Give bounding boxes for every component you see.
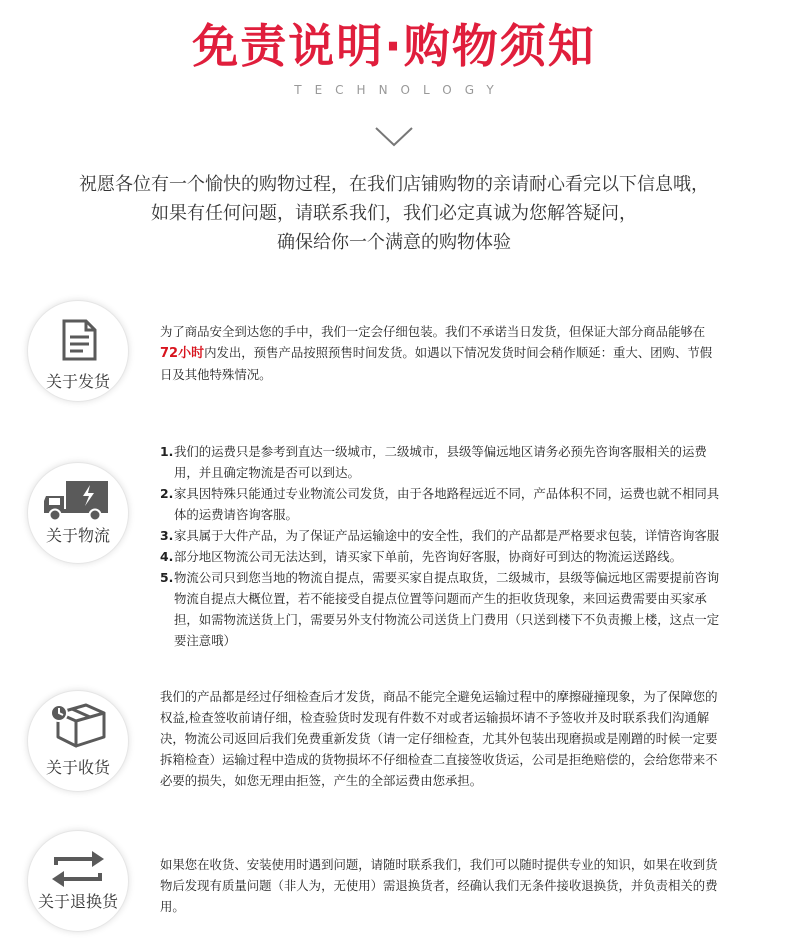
intro-line: 确保给你一个满意的购物体验 — [277, 232, 511, 253]
receiving-text: 我们的产品都是经过仔细检查后才发货，商品不能完全避免运输过程中的摩擦碰撞现象，为了保障您的权益,检查签收前请仔细，检查验货时发现有件数不对或者运输损坏请不予签收并及时联系我们沟通解决，物流公司返回后我们免费重新发货（请一定仔细检查，尤其外包装出现磨损或是刚蹭的时候一定要拆箱检查）运输过程中造成的货物损坏不仔细检查二直接签收货运，公司是拒绝赔偿的，会给您带来不必要的损失，如您无理由拒签，产生的全部运费由您承担。 — [160, 689, 718, 788]
list-text: 部分地区物流公司无法达到，请买家下单前，先咨询好客服，协商好可到达的物流运送路线。 — [174, 549, 683, 564]
page-subtitle: TECHNOLOGY — [294, 83, 507, 97]
logistics-label: 关于物流 — [45, 526, 110, 545]
logistics-icon-badge — [27, 462, 129, 564]
page-title: 免责说明·购物须知 — [192, 19, 596, 73]
list-text: 家具属于大件产品，为了保证产品运输途中的安全性，我们的产品都是严格要求包装，详情咨询客服 — [174, 528, 720, 543]
list-number: 3. — [160, 528, 174, 543]
delivery-truck-icon — [28, 463, 128, 563]
shipping-text-part: 内发出，预售产品按照预售时间发货。如遇以下情况发货时间会稍作顺延：重大、团购、节假日及其他特殊情况。 — [160, 345, 713, 382]
shipping-time-highlight: 72小时 — [160, 346, 205, 361]
shipping-text-part: 为了商品安全到达您的手中，我们一定会仔细包装。我们不承诺当日发货，但保证大部分商品能够在 — [160, 324, 706, 339]
list-item — [160, 546, 720, 567]
list-number: 5. — [160, 570, 174, 585]
shipping-icon-badge — [27, 300, 129, 402]
receiving-label: 关于收货 — [45, 758, 110, 777]
shipping-text — [160, 321, 720, 385]
list-item — [160, 483, 720, 525]
returns-label: 关于退换货 — [37, 892, 118, 911]
list-item — [160, 525, 720, 546]
logistics-list — [160, 441, 720, 651]
list-item — [160, 441, 720, 483]
list-text: 家具因特殊只能通过专业物流公司发货，由于各地路程远近不同，产品体积不同，运费也就不相同具体的运费请咨询客服。 — [174, 486, 720, 522]
exchange-arrows-icon — [28, 831, 128, 931]
intro-line: 如果有任何问题，请联系我们，我们必定真诚为您解答疑问， — [151, 203, 637, 224]
intro-line: 祝愿各位有一个愉快的购物过程，在我们店铺购物的亲请耐心看完以下信息哦， — [79, 174, 709, 195]
returns-icon-badge — [27, 830, 129, 932]
returns-text: 如果您在收货、安装使用时遇到问题，请随时联系我们，我们可以随时提供专业的知识，如果在收到货物后发现有质量问题（非人为，无使用）需退换货者，经确认我们无条件接收退换货，并负责相关的费用。 — [160, 857, 718, 914]
receiving-icon-badge — [27, 690, 129, 792]
intro-text — [0, 170, 788, 257]
list-number: 1. — [160, 444, 174, 459]
list-number: 2. — [160, 486, 174, 501]
shipping-label: 关于发货 — [45, 372, 110, 391]
list-text: 物流公司只到您当地的物流自提点，需要买家自提点取货，二级城市，县级等偏远地区需要提前咨询物流自提点大概位置，若不能接受自提点位置等问题而产生的拒收货现象，来回运费需要由买家承担，如需物流送货上门，需要另外支付物流公司送货上门费用（只送到楼下不负责搬上楼，这点一定要注意哦） — [174, 570, 720, 648]
list-number: 4. — [160, 549, 174, 564]
list-text: 我们的运费只是参考到直达一级城市，二级城市，县级等偏远地区请务必预先咨询客服相关的运费用，并且确定物流是否可以到达。 — [174, 444, 707, 480]
list-item — [160, 567, 720, 651]
chevron-down-icon — [374, 126, 414, 148]
